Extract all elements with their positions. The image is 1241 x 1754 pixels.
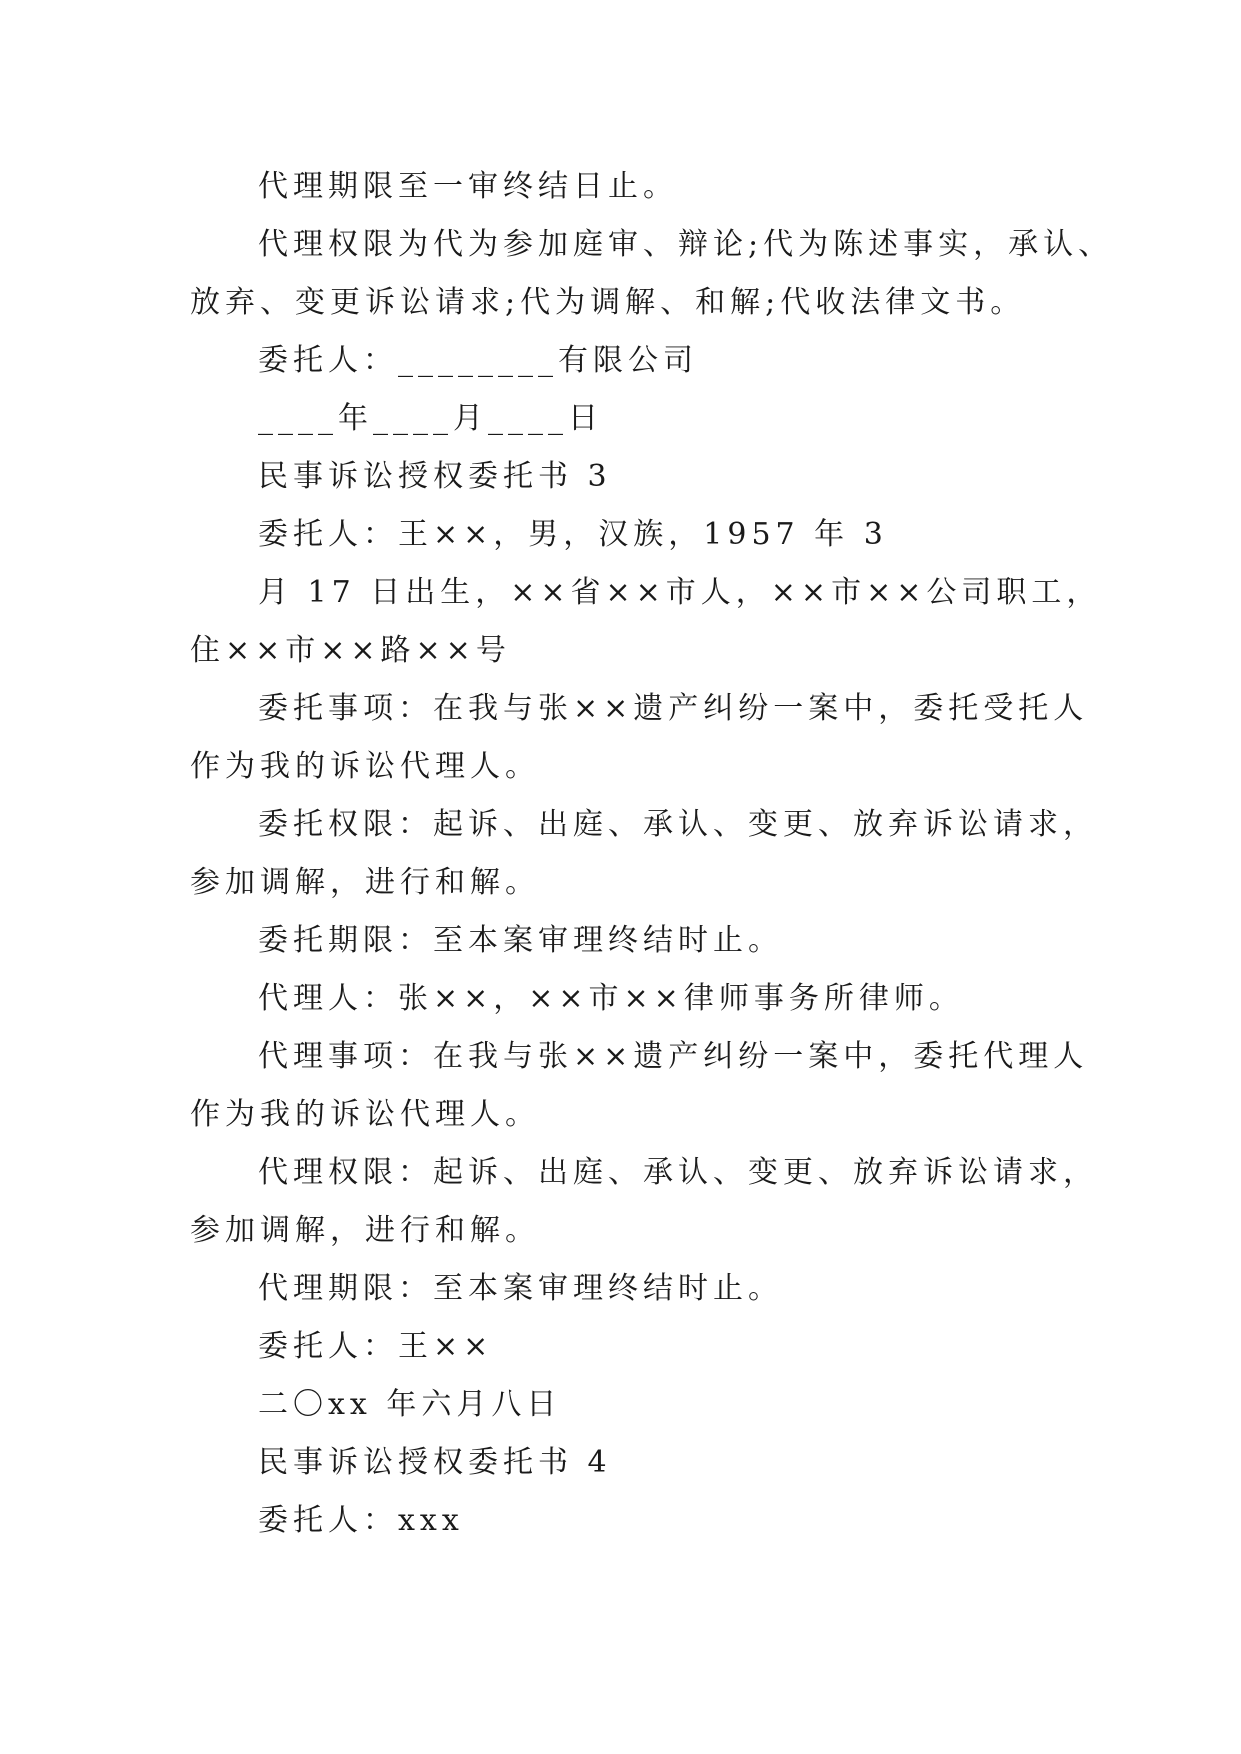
text-line: 委托人：王××	[258, 1329, 494, 1364]
text-line: 代理人：张××，××市××律师事务所律师。	[258, 981, 964, 1016]
text-line: 参加调解，进行和解。	[190, 1213, 540, 1248]
text-line: 代理权限：起诉、出庭、承认、变更、放弃诉讼请求，	[258, 1155, 1098, 1190]
text-line: 委托人：xxx	[258, 1503, 464, 1538]
text-line: 委托人：________有限公司	[258, 343, 698, 378]
text-line: 作为我的诉讼代理人。	[190, 1097, 540, 1132]
section-heading: 民事诉讼授权委托书 4	[258, 1445, 612, 1480]
text-line: 月 17 日出生，××省××市人，××市××公司职工，	[258, 575, 1102, 610]
text-line: ____年____月____日	[258, 401, 603, 436]
section-heading: 民事诉讼授权委托书 3	[258, 459, 612, 494]
text-line: 作为我的诉讼代理人。	[190, 749, 540, 784]
text-line: 委托人：王××，男，汉族，1957 年 3	[258, 517, 888, 552]
text-line: 代理事项：在我与张××遗产纠纷一案中，委托代理人	[258, 1039, 1089, 1074]
text-line: 放弃、变更诉讼请求;代为调解、和解;代收法律文书。	[190, 285, 1026, 320]
text-line: 委托事项：在我与张××遗产纠纷一案中，委托受托人	[258, 691, 1089, 726]
text-line: 参加调解，进行和解。	[190, 865, 540, 900]
text-line: 住××市××路××号	[190, 633, 511, 668]
text-line: 二〇xx 年六月八日	[258, 1387, 562, 1422]
text-line: 代理期限：至本案审理终结时止。	[258, 1271, 783, 1306]
text-line: 代理权限为代为参加庭审、辩论;代为陈述事实，承认、	[258, 227, 1114, 262]
text-line: 代理期限至一审终结日止。	[258, 169, 678, 204]
text-line: 委托期限：至本案审理终结时止。	[258, 923, 783, 958]
text-line: 委托权限：起诉、出庭、承认、变更、放弃诉讼请求，	[258, 807, 1098, 842]
